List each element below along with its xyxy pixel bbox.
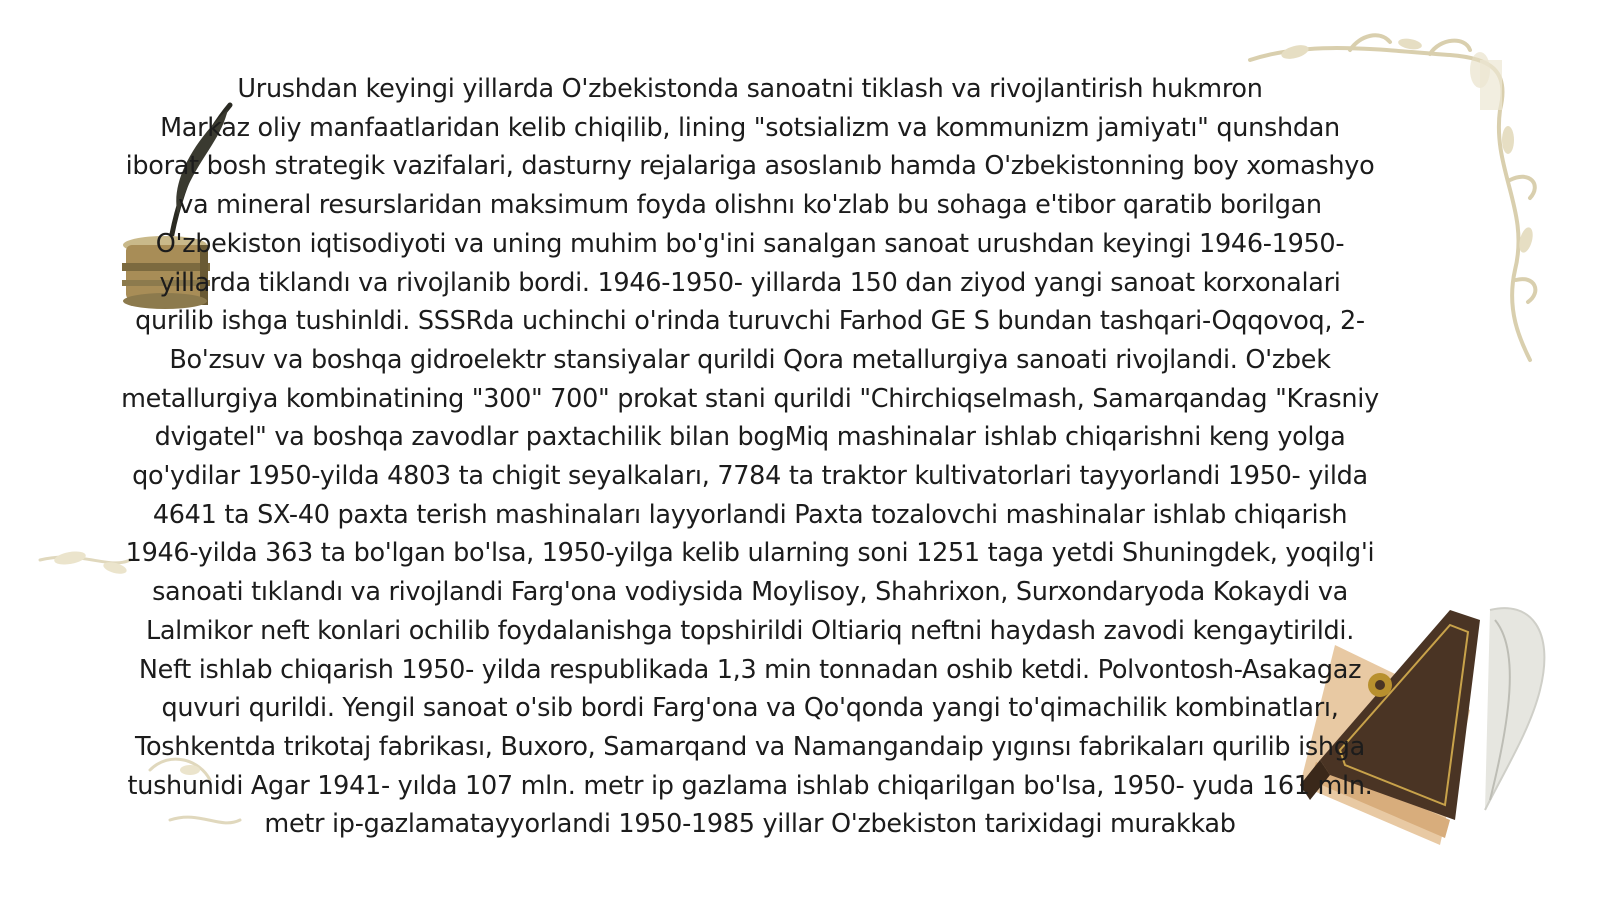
text-line: Neft ishlab chiqarish 1950- yilda respublikada 1,3 min tonnadan oshib ketdi. Polvontosh-Asakagaz	[138, 654, 1362, 685]
text-line: yillarda tiklandı va rivojlanib bordi. 1946-1950- yillarda 150 dan ziyod yangi sanoat korxonalari	[159, 267, 1341, 298]
text-line: sanoati tıklandı va rivojlandi Farg'ona vodiysida Moylisoy, Shahrixon, Surxondaryoda Kokaydi va	[152, 577, 1348, 608]
text-line: dvigatel" va boshqa zavodlar paxtachilik bilan bogMiq mashinalar ishlab chiqarishni keng yolga	[154, 422, 1346, 453]
text-line: Urushdan keyingi yillarda O'zbekistonda sanoatni tiklash va rivojlantirish hukmron	[237, 74, 1263, 104]
text-line: Markaz oliy manfaatlaridan kelib chiqilib, lining "sotsializm va kommunizm jamiyatı" qunshdan	[160, 112, 1340, 143]
text-line: qurilib ishga tushinldi. SSSRda uchinchi o'rinda turuvchi Farhod GE S bundan tashqari-Oqqovoq, 2-	[135, 306, 1365, 337]
text-line: tushunidi Agar 1941- yılda 107 mln. metr ip gazlama ishlab chiqarilgan bo'lsa, 1950- yuda 161 mln.	[127, 770, 1373, 801]
slide-body-text	[95, 70, 1405, 844]
text-line: 4641 ta SX-40 paxta terish mashinaları layyorlandi Paxta tozalovchi mashinalar ishlab chiqarish	[152, 499, 1348, 530]
text-line: iborat bosh strategik vazifalari, dasturny rejalariga asoslanıb hamda O'zbekistonning boy xomashyo	[125, 151, 1375, 182]
text-line: O'zbekiston iqtisodiyoti va uning muhim bo'g'ini sanalgan sanoat urushdan keyingi 1946-1950-	[155, 228, 1345, 259]
text-line: qo'ydilar 1950-yilda 4803 ta chigit seyalkaları, 7784 ta traktor kultivatorlari tayyorlandi 1950- yilda	[132, 461, 1368, 492]
text-line: metr ip-gazlamatayyorlandi 1950-1985 yillar O'zbekiston tarixidagi murakkab	[264, 809, 1236, 840]
text-line: 1946-yilda 363 ta bo'lgan bo'lsa, 1950-yilga kelib ularning soni 1251 taga yetdi Shuningdek, yoqilg'i	[125, 538, 1375, 569]
text-line: quvuri qurildi. Yengil sanoat o'sib bordi Farg'ona va Qo'qonda yangi to'qimachilik kombinatları,	[161, 693, 1339, 724]
text-line: Bo'zsuv va boshqa gidroelektr stansiyalar qurildi Qora metallurgiya sanoati rivojlandi. O'zbek	[169, 344, 1331, 375]
text-line: Toshkentda trikotaj fabrikası, Buxoro, Samarqand va Namangandaip yıgınsı fabrikaları qurilib ishga	[135, 731, 1365, 762]
text-line: va mineral resurslaridan maksimum foyda olishnı ko'zlab bu sohaga e'tibor qaratib borilgan	[178, 190, 1322, 221]
text-line: Lalmikor neft konlari ochilib foydalanishga topshirildi Oltiariq neftni haydash zavodi kengaytirildi.	[145, 615, 1355, 646]
text-line: metallurgiya kombinatining "300" 700" prokat stani qurildi "Chirchiqselmash, Samarqandag "Krasniy	[121, 383, 1379, 414]
